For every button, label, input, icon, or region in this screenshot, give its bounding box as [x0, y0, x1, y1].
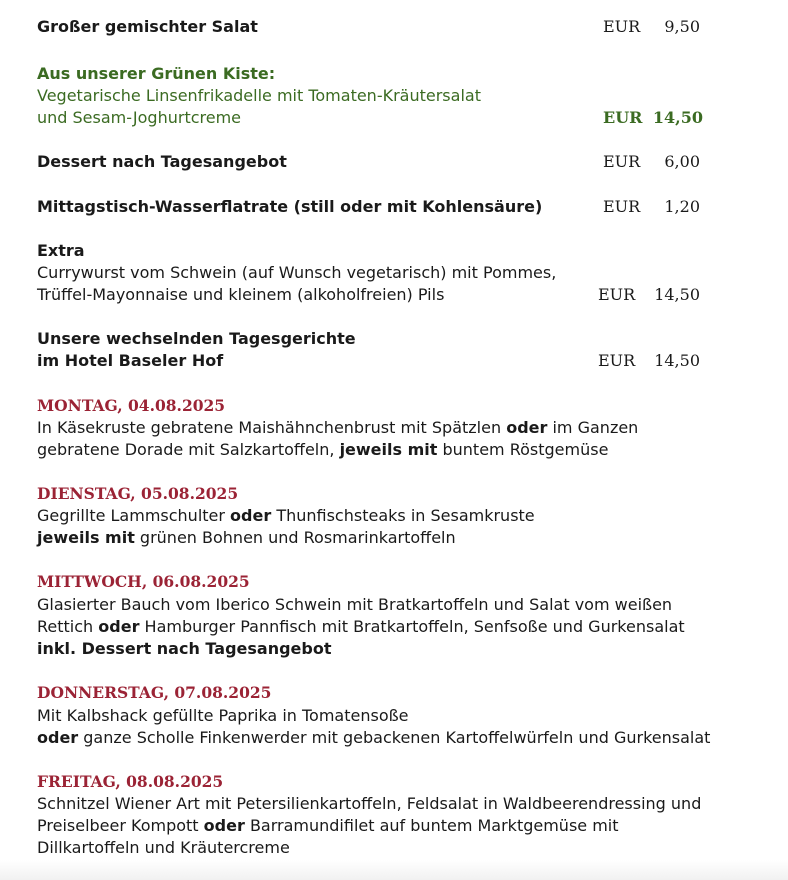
- monday-line1: In Käsekruste gebratene Maishähnchenbrust mit Spätzlen oder im Ganzen: [37, 418, 639, 437]
- item-extra-currency: EUR: [598, 285, 636, 304]
- item-water-price: 1,20: [664, 197, 700, 216]
- monday-title: MONTAG, 04.08.2025: [37, 396, 226, 415]
- item-extra-heading: Extra: [37, 241, 85, 260]
- item-green-price: 14,50: [652, 108, 703, 127]
- thursday-line2: oder ganze Scholle Finkenwerder mit gebackenen Kartoffelwürfeln und Gurkensalat: [37, 728, 711, 747]
- item-extra-price: 14,50: [654, 285, 700, 304]
- item-daily-line2: im Hotel Baseler Hof: [37, 351, 224, 370]
- item-green-currency: EUR: [603, 108, 643, 127]
- item-extra-line1: Currywurst vom Schwein (auf Wunsch vegetarisch) mit Pommes,: [37, 263, 557, 282]
- item-dessert-name: Dessert nach Tagesangebot: [37, 152, 287, 171]
- friday-line1: Schnitzel Wiener Art mit Petersilienkartoffeln, Feldsalat in Waldbeerendressing und: [37, 794, 702, 813]
- monday-line2: gebratene Dorade mit Salzkartoffeln, jeweils mit buntem Röstgemüse: [37, 440, 609, 459]
- item-dessert-currency: EUR: [603, 152, 641, 171]
- friday-line3: Dillkartoffeln und Kräutercreme: [37, 838, 290, 857]
- page-bottom-edge: [0, 860, 788, 880]
- item-salad-currency: EUR: [603, 17, 641, 36]
- item-daily-price: 14,50: [654, 351, 700, 370]
- tuesday-line2: jeweils mit grünen Bohnen und Rosmarinkartoffeln: [37, 528, 456, 547]
- item-daily-line1: Unsere wechselnden Tagesgerichte: [37, 329, 356, 348]
- thursday-line1: Mit Kalbshack gefüllte Paprika in Tomatensoße: [37, 706, 409, 725]
- item-water-currency: EUR: [603, 197, 641, 216]
- item-daily-currency: EUR: [598, 351, 636, 370]
- item-green-line1: Vegetarische Linsenfrikadelle mit Tomaten-Kräutersalat: [37, 86, 481, 105]
- wednesday-line2: Rettich oder Hamburger Pannfisch mit Bratkartoffeln, Senfsoße und Gurkensalat: [37, 617, 685, 636]
- item-green-line2: und Sesam-Joghurtcreme: [37, 108, 242, 127]
- item-green-heading: Aus unserer Grünen Kiste:: [37, 64, 276, 83]
- wednesday-line1: Glasierter Bauch vom Iberico Schwein mit Bratkartoffeln und Salat vom weißen: [37, 595, 673, 614]
- tuesday-line1: Gegrillte Lammschulter oder Thunfischsteaks in Sesamkruste: [37, 506, 535, 525]
- item-salad-price: 9,50: [664, 17, 700, 36]
- wednesday-line3: inkl. Dessert nach Tagesangebot: [37, 639, 332, 658]
- item-salad-name: Großer gemischter Salat: [37, 17, 258, 36]
- friday-title: FREITAG, 08.08.2025: [37, 772, 224, 791]
- item-water-name: Mittagstisch-Wasserflatrate (still oder mit Kohlensäure): [37, 197, 543, 216]
- friday-line2: Preiselbeer Kompott oder Barramundifilet auf buntem Marktgemüse mit: [37, 816, 619, 835]
- item-dessert-price: 6,00: [664, 152, 700, 171]
- wednesday-title: MITTWOCH, 06.08.2025: [37, 572, 250, 591]
- thursday-title: DONNERSTAG, 07.08.2025: [37, 683, 272, 702]
- item-extra-line2: Trüffel-Mayonnaise und kleinem (alkoholfreien) Pils: [37, 285, 445, 304]
- tuesday-title: DIENSTAG, 05.08.2025: [37, 484, 239, 503]
